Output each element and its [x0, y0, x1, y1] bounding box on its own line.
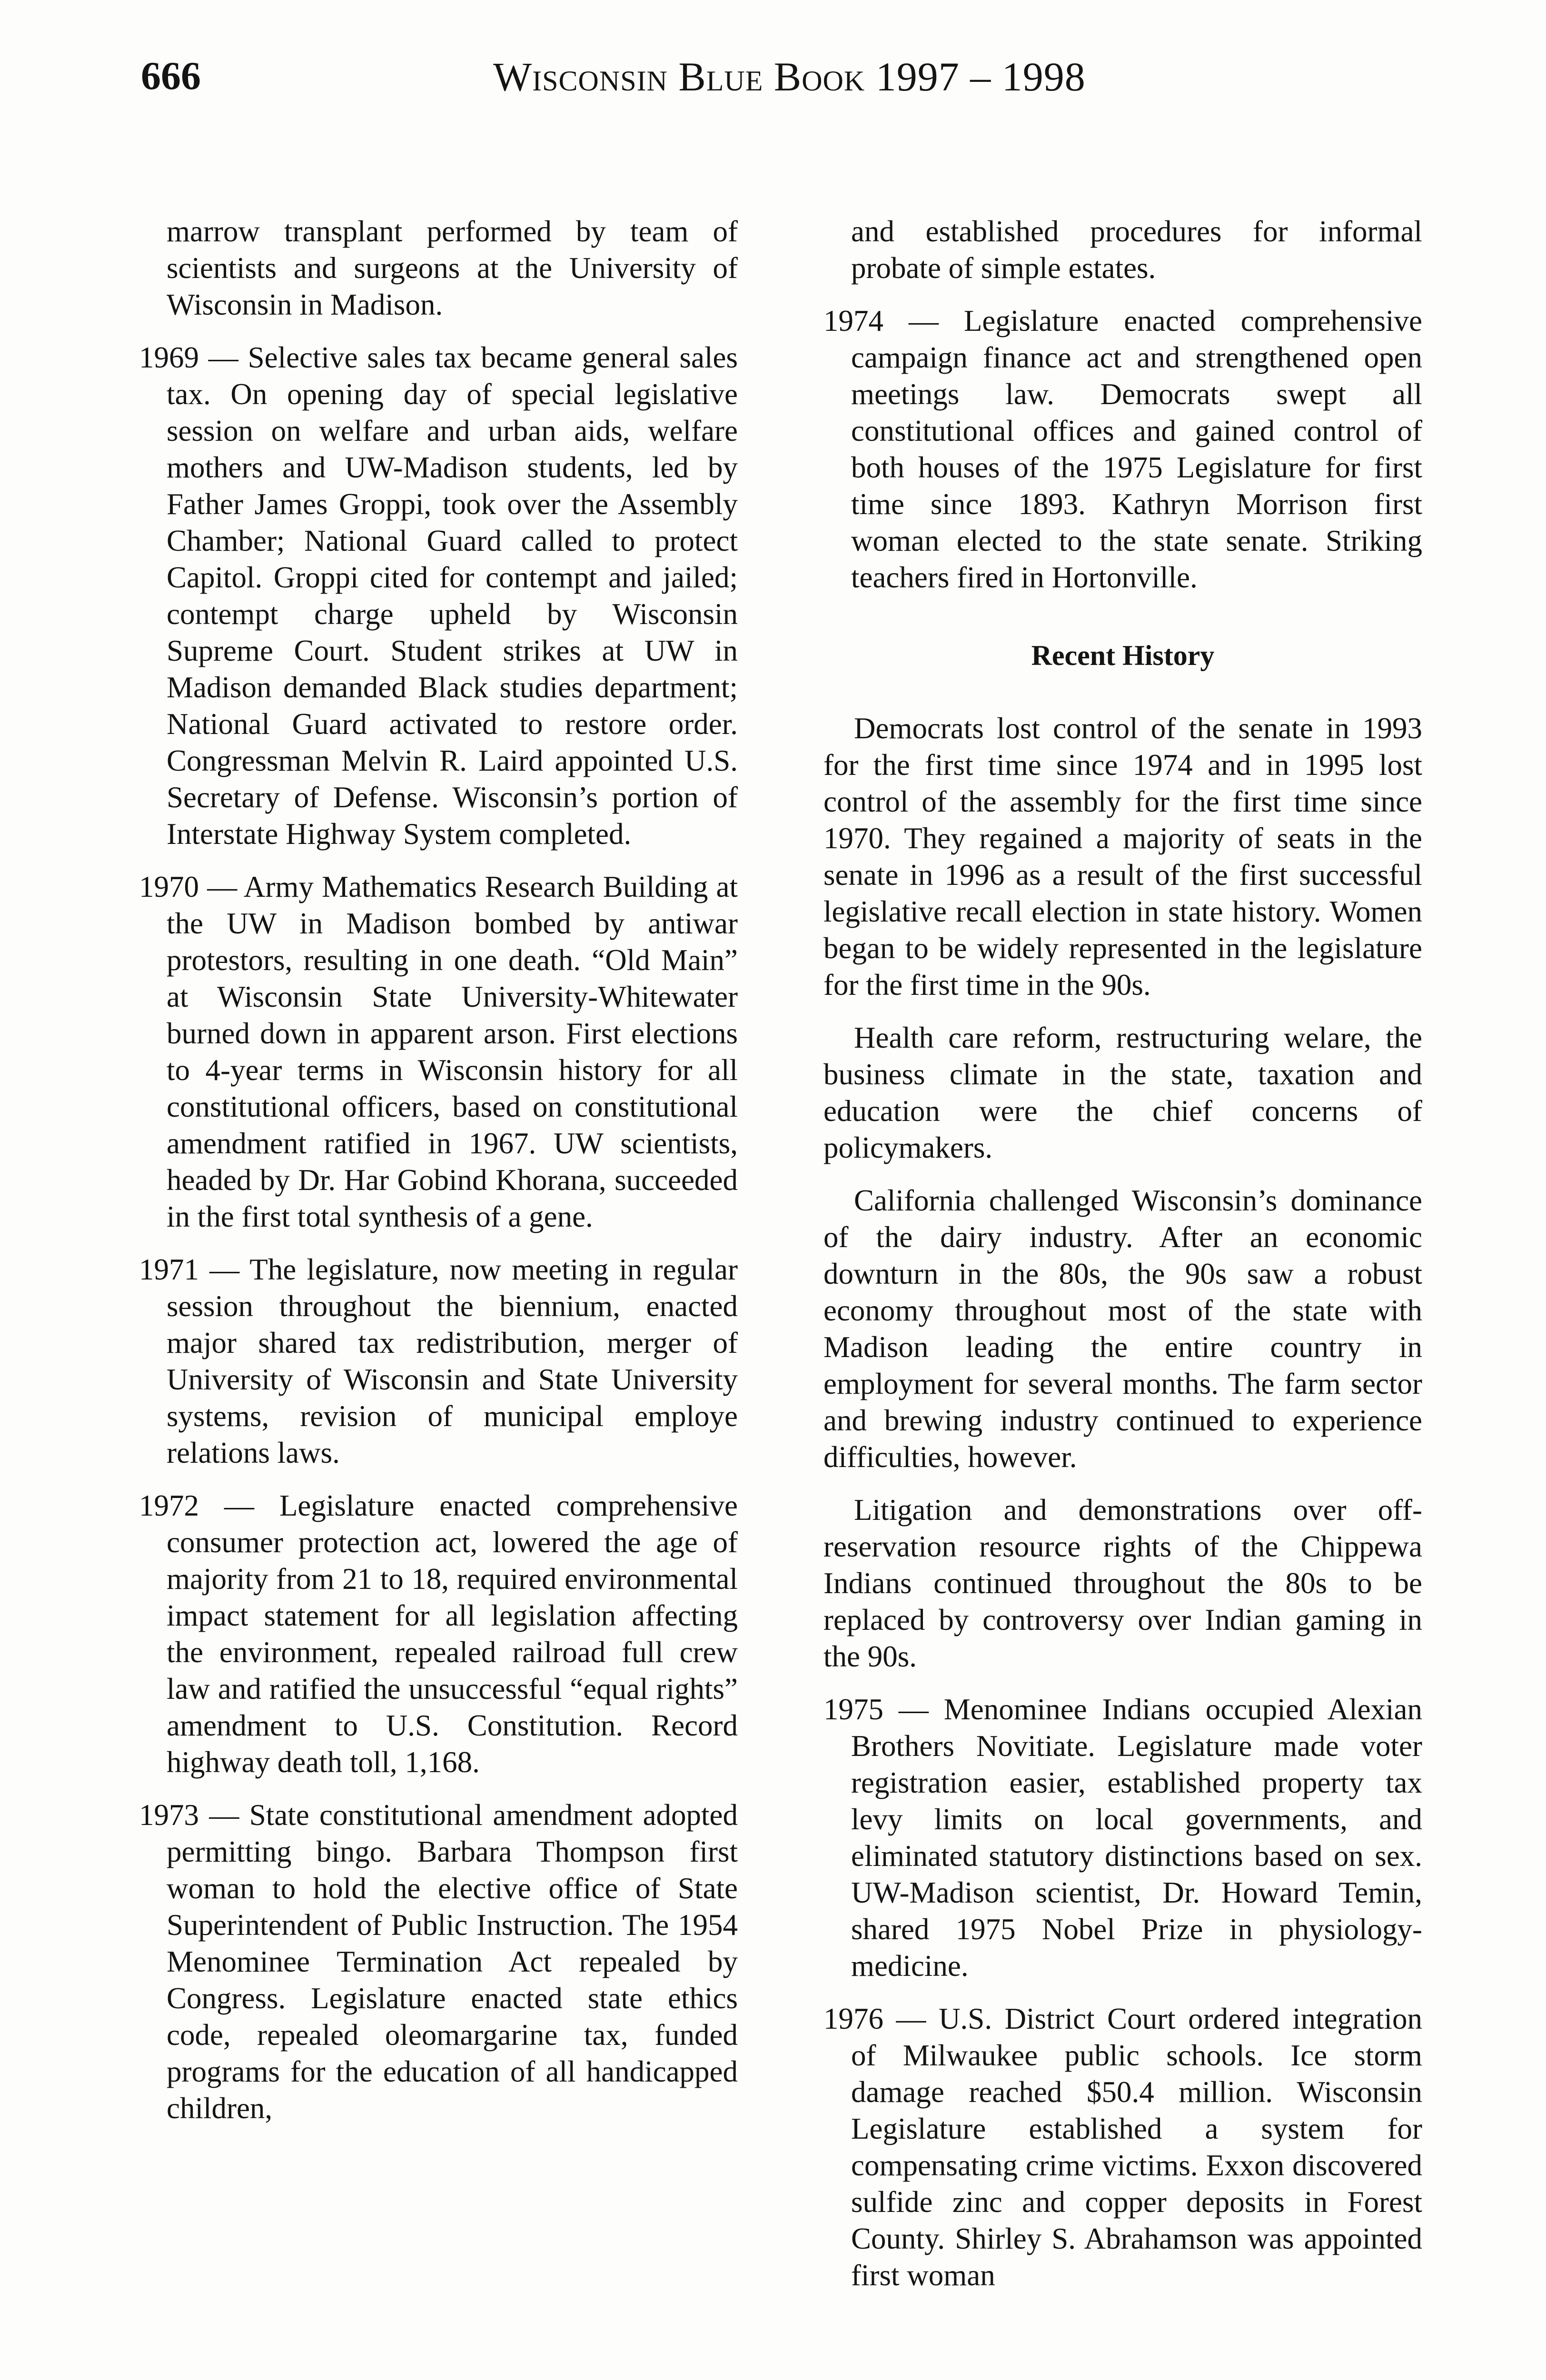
page-number: 666	[141, 54, 201, 98]
chronology-entry-1970: 1970 — Army Mathematics Research Building at the UW in Madison bombed by antiwar protestors, resulting in one death. “Old Main” at Wisconsin State University-Whitewater burned down in apparent arson. First elections to 4-year terms in Wisconsin history for all constitutional officers, based on constitutional amendment ratified in 1967. UW scientists, headed by Dr. Har Gobind Khorana, succeeded in the first total synthesis of a gene.	[139, 870, 738, 1233]
chronology-entry-1975: 1975 — Menominee Indians occupied Alexian Brothers Novitiate. Legislature made voter registration easier, established property tax levy limits on local governments, and eliminated statutory distinctions based on sex. UW-Madison scientist, Dr. Howard Temin, shared 1975 Nobel Prize in physiology-medicine.	[823, 1693, 1422, 1983]
chronology-entry-1972: 1972 — Legislature enacted comprehensive consumer protection act, lowered the age of majority from 21 to 18, required environmental impact statement for all legislation affecting the environment, repealed railroad full crew law and ratified the unsuccessful “equal rights” amendment to U.S. Constitution. Record highway death toll, 1,168.	[139, 1489, 738, 1779]
chronology-entry-1969: 1969 — Selective sales tax became general sales tax. On opening day of special legislative session on welfare and urban aids, welfare mothers and UW-Madison students, led by Father James Groppi, took over the Assembly Chamber; National Guard called to protect Capitol. Groppi cited for contempt and jailed; contempt charge upheld by Wisconsin Supreme Court. Student strikes at UW in Madison demanded Black studies department; National Guard activated to restore order. Congressman Melvin R. Laird appointed U.S. Secretary of Defense. Wisconsin’s portion of Interstate Highway System completed.	[139, 341, 738, 851]
recent-history-paragraph: Health care reform, restructuring welare, the business climate in the state, taxation and education were the chief concerns of policymakers.	[823, 1021, 1422, 1164]
continued-entry-text: and established procedures for informal probate of simple estates.	[851, 215, 1422, 285]
book-title: Wisconsin Blue Book 1997 – 1998	[493, 54, 1086, 99]
chronology-entry-1973: 1973 — State constitutional amendment adopted permitting bingo. Barbara Thompson first woman to hold the elective office of State Superintendent of Public Instruction. The 1954 Menominee Termination Act repealed by Congress. Legislature enacted state ethics code, repealed oleomargarine tax, funded programs for the education of all handicapped children,	[139, 1798, 738, 2125]
chronology-entry-1974: 1974 — Legislature enacted comprehensive campaign finance act and strengthened open meetings law. Democrats swept all constitutional offices and gained control of both houses of the 1975 Legislature for first time since 1893. Kathryn Morrison first woman elected to the state senate. Striking teachers fired in Hortonville.	[823, 304, 1422, 594]
section-heading-recent-history: Recent History	[1031, 640, 1215, 671]
running-head	[141, 56, 1417, 113]
recent-history-paragraph: Litigation and demonstrations over off-reservation resource rights of the Chippewa Indians continued throughout the 80s to be replaced by controversy over Indian gaming in the 90s.	[823, 1493, 1422, 1673]
continued-entry-text: marrow transplant performed by team of scientists and surgeons at the University of Wisconsin in Madison.	[167, 215, 738, 321]
chronology-entry-1976: 1976 — U.S. District Court ordered integration of Milwaukee public schools. Ice storm damage reached $50.4 million. Wisconsin Legislature established a system for compensating crime victims. Exxon discovered sulfide zinc and copper deposits in Forest County. Shirley S. Abrahamson was appointed first woman	[823, 2002, 1422, 2292]
right-column	[823, 213, 1422, 2310]
recent-history-paragraph: California challenged Wisconsin’s dominance of the dairy industry. After an economic downturn in the 80s, the 90s saw a robust economy throughout most of the state with Madison leading the entire country in employment for several months. The farm sector and brewing industry continued to experience difficulties, however.	[823, 1184, 1422, 1474]
left-column	[139, 213, 738, 2143]
chronology-entry-1971: 1971 — The legislature, now meeting in regular session throughout the biennium, enacted major shared tax redistribution, merger of University of Wisconsin and State University systems, revision of municipal employe relations laws.	[139, 1253, 738, 1469]
recent-history-paragraph: Democrats lost control of the senate in 1993 for the first time since 1974 and in 1995 lost control of the assembly for the first time since 1970. They regained a majority of seats in the senate in 1996 as a result of the first successful legislative recall election in state history. Women began to be widely represented in the legislature for the first time in the 90s.	[823, 712, 1422, 1002]
